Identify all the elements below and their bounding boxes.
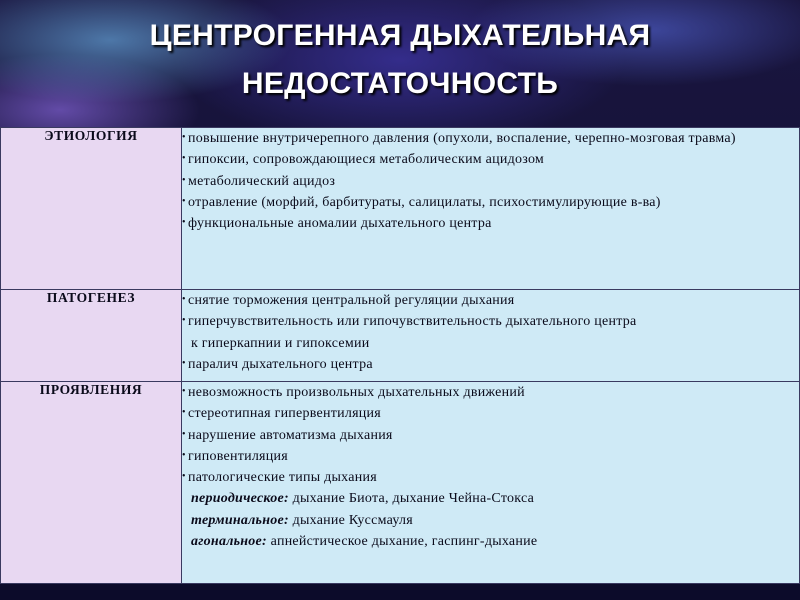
breathing-subtype-terminal: [182, 510, 799, 531]
list-item: • повышение внутричерепного давления (опухоли, воспаление, черепно-мозговая травма): [182, 128, 799, 149]
list-item: • стереотипная гипервентиляция: [182, 403, 799, 424]
table-row-etiology: [1, 128, 800, 290]
list-item-continuation: к гиперкапнии и гипоксемии: [191, 335, 370, 351]
list-item: • паралич дыхательного центра: [182, 354, 799, 375]
title-line-2: НЕДОСТАТОЧНОСТЬ: [241, 67, 559, 100]
subtype-text: апнейстическое дыхание, гаспинг-дыхание: [270, 534, 538, 550]
etiology-list: [182, 128, 799, 234]
table-row-pathogenesis: [1, 290, 800, 382]
list-item: • снятие торможения центральной регуляции дыхания: [182, 290, 799, 311]
list-item: • метаболический ацидоз: [182, 171, 799, 192]
row-heading-pathogenesis: ПАТОГЕНЕЗ: [1, 290, 182, 382]
subtype-label: терминальное:: [191, 512, 289, 528]
list-item: • гипоксии, сопровождающиеся метаболическим ацидозом: [182, 149, 799, 170]
title-line-1: ЦЕНТРОГЕННАЯ ДЫХАТЕЛЬНАЯ: [149, 19, 651, 52]
row-content-manifestations: [182, 382, 800, 584]
list-item: • нарушение автоматизма дыхания: [182, 425, 799, 446]
row-heading-manifestations: ПРОЯВЛЕНИЯ: [1, 382, 182, 584]
subtype-label: агональное:: [191, 534, 267, 550]
table-row-manifestations: [1, 382, 800, 584]
pathogenesis-list: [182, 290, 799, 375]
list-item: • гиперчувствительность или гипочувствительность дыхательного центра: [182, 311, 799, 332]
list-item: • патологические типы дыхания: [182, 467, 799, 488]
breathing-subtype-agonal: [182, 531, 799, 552]
list-item: • отравление (морфий, барбитураты, салицилаты, психостимулирующие в-ва): [182, 192, 799, 213]
breathing-subtype-periodic: [182, 488, 799, 509]
list-item: • невозможность произвольных дыхательных движений: [182, 382, 799, 403]
list-item: • гиповентиляция: [182, 446, 799, 467]
info-table: [0, 127, 800, 584]
subtype-text: дыхание Куссмауля: [292, 512, 413, 528]
subtype-label: периодическое:: [191, 491, 289, 507]
subtype-text: дыхание Биота, дыхание Чейна-Стокса: [292, 491, 535, 507]
manifestations-list: [182, 382, 799, 552]
row-content-etiology: [182, 128, 800, 290]
row-heading-etiology: ЭТИОЛОГИЯ: [1, 128, 182, 290]
list-item: • функциональные аномалии дыхательного центра: [182, 213, 799, 234]
slide-title: [0, 12, 800, 108]
row-content-pathogenesis: [182, 290, 800, 382]
